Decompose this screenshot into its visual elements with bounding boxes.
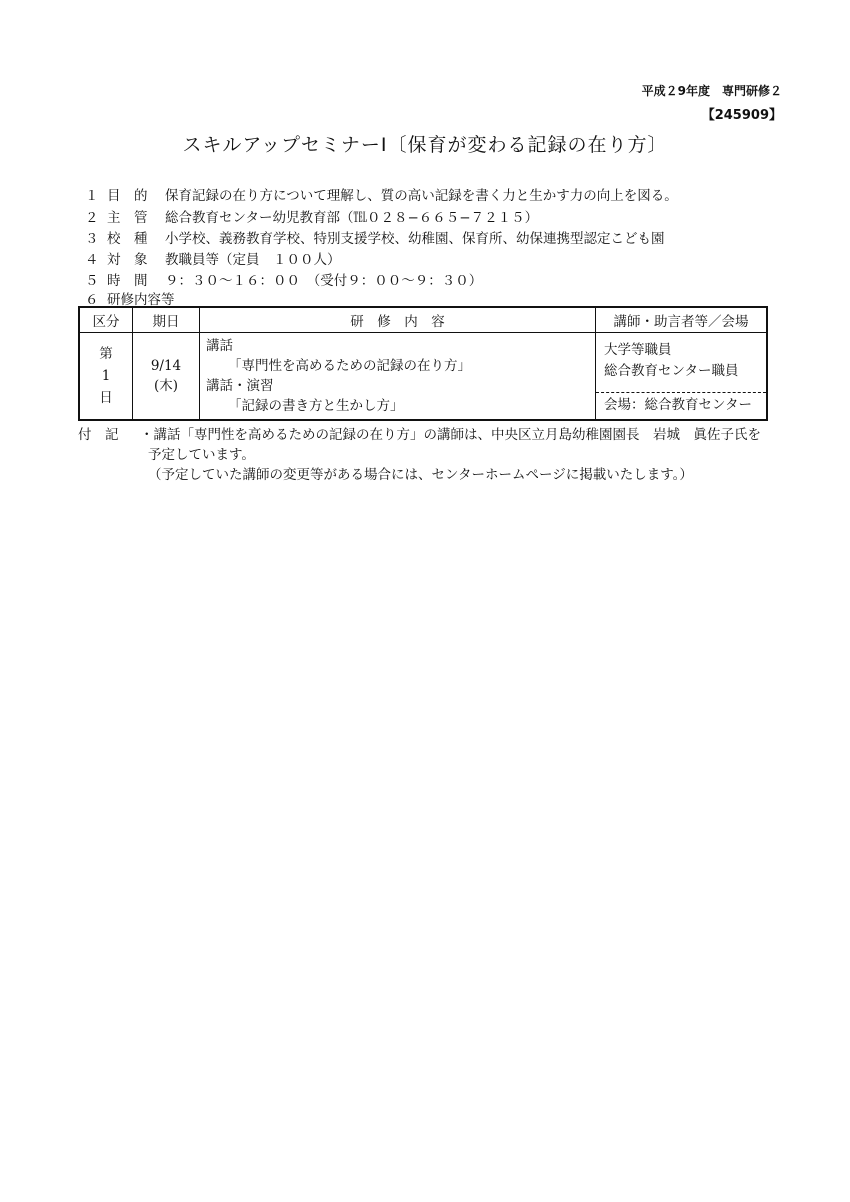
- course-code: 【245909】: [701, 108, 782, 123]
- lecturer-cell: [596, 333, 768, 421]
- info-row-purpose: [85, 184, 678, 204]
- weekday-value: (木): [153, 378, 179, 394]
- info-row-contents: [85, 288, 175, 308]
- info-label: 校 種: [107, 231, 148, 247]
- header-date: 期日: [133, 307, 200, 333]
- note-line-1: [78, 423, 761, 443]
- date-value: 9/14: [150, 358, 182, 374]
- note-line-2: 予定しています。: [148, 447, 255, 463]
- day-label-char: 1: [101, 368, 111, 384]
- info-row-organizer: [85, 206, 538, 226]
- info-num: ２: [85, 210, 99, 226]
- table-header-row: [79, 307, 767, 333]
- info-value: 総合教育センター幼児教育部（℡０２８−６６５−７２１５）: [165, 210, 539, 226]
- day-label-char: 日: [99, 390, 113, 406]
- date-cell: [133, 333, 200, 421]
- info-value: 教職員等（定員 １００人）: [165, 252, 341, 268]
- info-label: 対 象: [107, 252, 148, 268]
- lecturer-name: 総合教育センター職員: [604, 363, 739, 379]
- info-label: 目 的: [107, 188, 148, 204]
- content-line: 「記録の書き方と生かし方」: [228, 398, 404, 414]
- note-label: 付 記: [78, 427, 119, 443]
- info-row-time: [85, 269, 482, 289]
- info-num: ５: [85, 273, 99, 289]
- header-kubun: 区分: [79, 307, 133, 333]
- info-label: 時 間: [107, 273, 148, 289]
- info-value: 保育記録の在り方について理解し、質の高い記録を書く力と生かす力の向上を図る。: [165, 188, 678, 204]
- info-label: 研修内容等: [107, 292, 175, 308]
- year-label: 平成２9年度 専門研修２: [641, 84, 782, 98]
- info-value: ９：３０〜１６：００ （受付９：００〜９：３０）: [165, 273, 483, 289]
- day-label: [79, 333, 133, 421]
- info-row-school-type: [85, 227, 665, 247]
- info-num: ４: [85, 252, 99, 268]
- page-title: スキルアップセミナーⅠ〔保育が変わる記録の在り方〕: [182, 134, 668, 156]
- content-line: 講話: [206, 338, 233, 354]
- note-text: ・講話「専門性を高めるための記録の在り方」の講師は、中央区立月島幼稚園園長 岩城 眞佐子氏を: [140, 427, 761, 443]
- venue-label: 会場：総合教育センター: [596, 392, 766, 417]
- header-content: 研 修 内 容: [200, 307, 596, 333]
- day-label-char: 第: [99, 346, 113, 362]
- info-num: ６: [85, 292, 99, 308]
- info-num: １: [85, 188, 99, 204]
- info-num: ３: [85, 231, 99, 247]
- header-lecturer: 講師・助言者等／会場: [596, 307, 768, 333]
- content-line: 「専門性を高めるための記録の在り方」: [228, 358, 471, 374]
- info-value: 小学校、義務教育学校、特別支援学校、幼稚園、保育所、幼保連携型認定こども園: [165, 231, 665, 247]
- schedule-table: [78, 306, 768, 421]
- table-row: [79, 333, 767, 421]
- content-cell: [200, 333, 596, 421]
- lecturer-name: 大学等職員: [604, 342, 672, 358]
- info-row-target: [85, 248, 341, 268]
- note-line-3: （予定していた講師の変更等がある場合には、センターホームページに掲載いたします。）: [148, 467, 693, 483]
- info-label: 主 管: [107, 210, 148, 226]
- content-line: 講話・演習: [206, 378, 274, 394]
